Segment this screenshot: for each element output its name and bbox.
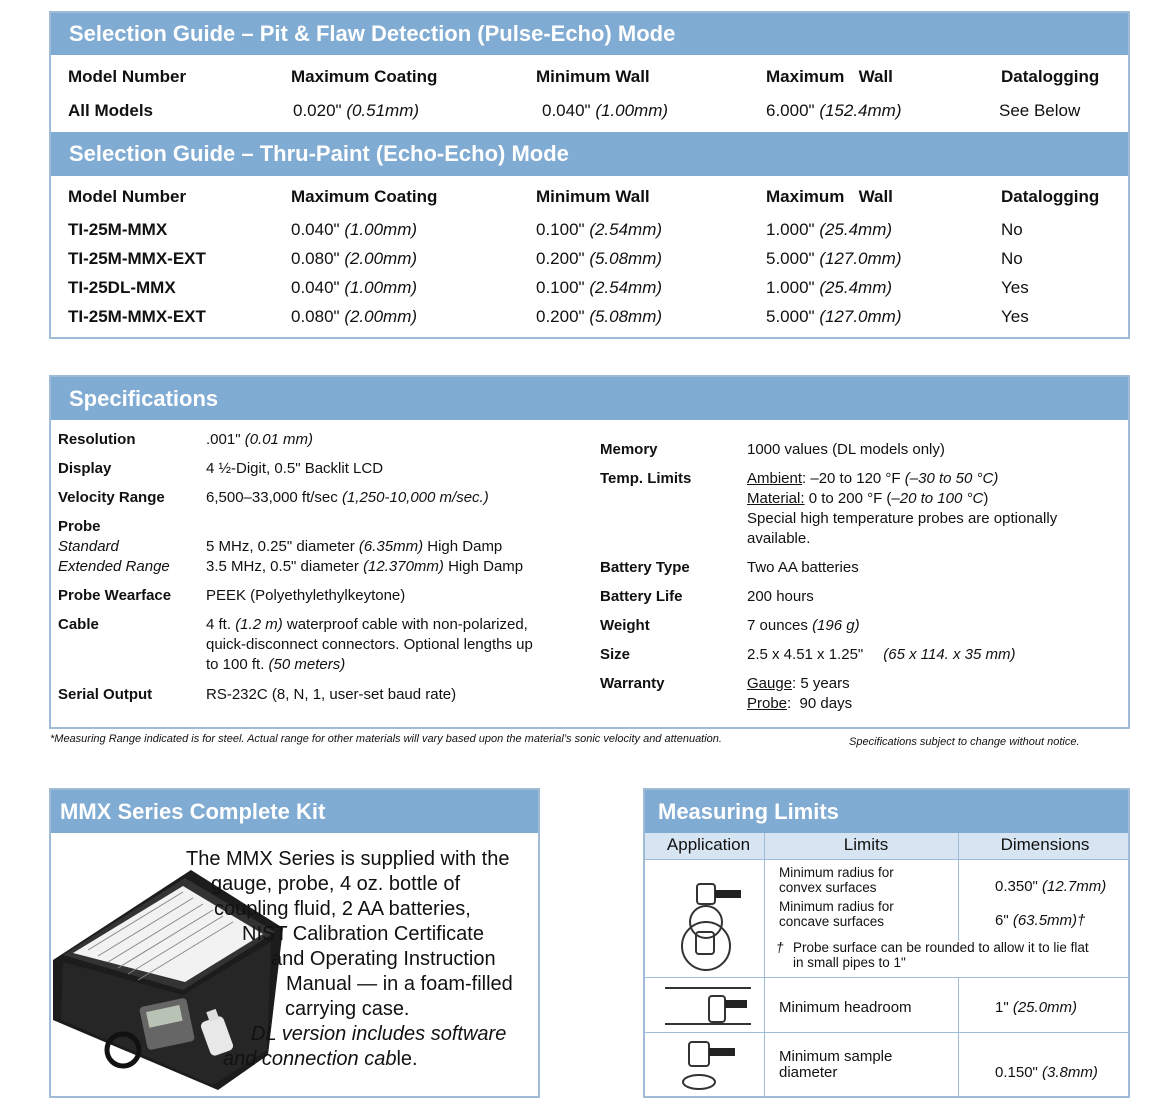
thru-row-model: TI-25M-MMX-EXT [68, 249, 206, 268]
limits-col-divider [958, 833, 959, 941]
thru-row-max-wall: 1.000" (25.4mm) [766, 278, 893, 297]
limits-row-divider [645, 859, 1128, 860]
pit-header-max-wall: Maximum Wall [766, 67, 893, 86]
specifications-title-band [51, 377, 1128, 420]
kit-title-band [51, 790, 538, 833]
pit-row-model: All Models [68, 101, 154, 120]
headroom-probe-icon [663, 982, 755, 1030]
specifications-panel [49, 375, 1130, 729]
spec-label-probe-extended: Extended Range [58, 558, 170, 575]
spec-value-resolution: .001" (0.01 mm) [206, 431, 314, 448]
thru-header-coating: Maximum Coating [291, 187, 438, 206]
limits-header-limits: Limits [843, 835, 889, 854]
thru-row-max-wall: 1.000" (25.4mm) [766, 220, 893, 239]
limits-convex-line2: convex surfaces [779, 880, 877, 895]
pit-header-coating: Maximum Coating [291, 67, 438, 86]
thru-header-min-wall: Minimum Wall [536, 187, 650, 206]
thru-row-model: TI-25M-MMX [68, 220, 168, 239]
limits-headroom-label: Minimum headroom [779, 999, 912, 1016]
thru-row-coating: 0.040" (1.00mm) [291, 278, 418, 297]
spec-value-velocity: 6,500–33,000 ft/sec (1,250-10,000 m/sec.) [206, 489, 489, 506]
kit-description-line7: carrying case. [285, 998, 410, 1020]
limits-note-line1: Probe surface can be rounded to allow it to lie flat [793, 940, 1089, 955]
spec-label-probe-standard: Standard [58, 538, 119, 555]
thru-row-max-wall: 5.000" (127.0mm) [766, 307, 902, 326]
kit-description-line1: The MMX Series is supplied with the [186, 848, 510, 870]
spec-value-probe-extended: 3.5 MHz, 0.5" diameter (12.370mm) High Damp [206, 558, 524, 575]
limits-header-dimensions: Dimensions [1000, 835, 1090, 854]
spec-label-memory: Memory [600, 441, 658, 458]
thru-row-coating: 0.080" (2.00mm) [291, 307, 418, 326]
kit-description-line6: Manual — in a foam-filled [286, 973, 513, 995]
spec-label-battery-type: Battery Type [600, 559, 690, 576]
spec-value-battery-type: Two AA batteries [747, 559, 859, 576]
kit-description-line4: NIST Calibration Certificate [242, 923, 484, 945]
pit-row-datalogging: See Below [999, 101, 1081, 120]
spec-value-warranty-probe: Probe: 90 days [747, 695, 853, 712]
thru-header-max-wall: Maximum Wall [766, 187, 893, 206]
spec-label-wearface: Probe Wearface [58, 587, 172, 604]
kit-panel [49, 788, 540, 1098]
pit-row-min-wall: 0.040" (1.00mm) [542, 101, 669, 120]
spec-value-probe-standard: 5 MHz, 0.25" diameter (6.35mm) High Damp [206, 538, 503, 555]
thru-paint-title-band [51, 132, 1128, 176]
thru-row-max-wall: 5.000" (127.0mm) [766, 249, 902, 268]
thru-row-min-wall: 0.200" (5.08mm) [536, 307, 663, 326]
limits-row-divider [645, 977, 1128, 978]
pit-row-max-wall: 6.000" (152.4mm) [766, 101, 902, 120]
convex-concave-probe-icon [663, 876, 755, 972]
limits-concave-line1: Minimum radius for [779, 899, 894, 914]
limits-sample-line2: diameter [779, 1064, 838, 1081]
limits-sample-line1: Minimum sample [779, 1048, 893, 1065]
spec-label-cable: Cable [58, 616, 99, 633]
limits-concave-line2: concave surfaces [779, 914, 885, 929]
thru-row-min-wall: 0.200" (5.08mm) [536, 249, 663, 268]
spec-value-material: Material: 0 to 200 °F (–20 to 100 °C) [747, 490, 989, 507]
limits-concave-value: 6" (63.5mm)† [995, 912, 1086, 929]
spec-value-cable-line1: 4 ft. (1.2 m) waterproof cable with non-polarized, [206, 616, 528, 633]
footnote-specs-change: Specifications subject to change without notice. [849, 736, 1080, 748]
thru-row-datalogging: No [1001, 249, 1023, 268]
spec-label-battery-life: Battery Life [600, 588, 683, 605]
specifications-title: Specifications [69, 385, 219, 411]
kit-description-line2: gauge, probe, 4 oz. bottle of [211, 873, 461, 895]
thru-row-datalogging: Yes [1001, 307, 1029, 326]
pit-header-model: Model Number [68, 67, 187, 86]
limits-note-line2: in small pipes to 1" [793, 955, 906, 970]
thru-paint-title: Selection Guide – Thru-Paint (Echo-Echo) Mode [69, 141, 569, 166]
kit-description-line3: coupling fluid, 2 AA batteries, [214, 898, 471, 920]
kit-dl-note-line1: DL version includes software [251, 1023, 507, 1045]
thru-row-min-wall: 0.100" (2.54mm) [536, 278, 663, 297]
limits-sample-value: 0.150" (3.8mm) [995, 1064, 1098, 1081]
kit-dl-note-line2: and connection cable. [223, 1048, 418, 1070]
limits-title-band [645, 790, 1128, 833]
pit-header-min-wall: Minimum Wall [536, 67, 650, 86]
thru-row-datalogging: No [1001, 220, 1023, 239]
limits-dagger-symbol: † [776, 940, 784, 955]
spec-value-warranty-gauge: Gauge: 5 years [747, 675, 850, 692]
pit-row-coating: 0.020" (0.51mm) [293, 101, 420, 120]
limits-col-divider [764, 833, 765, 1096]
footnote-measuring-range: *Measuring Range indicated is for steel. Actual range for other materials will vary based upon the material’s sonic velocity and attenuation. [50, 733, 722, 745]
spec-value-display: 4 ½-Digit, 0.5" Backlit LCD [206, 460, 384, 477]
spec-label-display: Display [58, 460, 112, 477]
limits-headroom-value: 1" (25.0mm) [995, 999, 1078, 1016]
spec-value-cable-line2: quick-disconnect connectors. Optional lengths up [206, 636, 533, 653]
limits-header-application: Application [666, 835, 751, 854]
spec-value-ambient: Ambient: –20 to 120 °F (–30 to 50 °C) [747, 470, 999, 487]
thru-row-coating: 0.080" (2.00mm) [291, 249, 418, 268]
pit-flaw-title-band [51, 13, 1128, 55]
spec-label-warranty: Warranty [600, 675, 665, 692]
spec-label-serial: Serial Output [58, 686, 153, 703]
spec-value-battery-life: 200 hours [747, 588, 814, 605]
pit-header-datalogging: Datalogging [1001, 67, 1100, 86]
spec-label-resolution: Resolution [58, 431, 136, 448]
spec-value-cable-line3: to 100 ft. (50 meters) [206, 656, 346, 673]
spec-label-temp: Temp. Limits [600, 470, 692, 487]
kit-title: MMX Series Complete Kit [60, 798, 326, 824]
spec-value-weight: 7 ounces (196 g) [747, 617, 860, 634]
pit-flaw-title: Selection Guide – Pit & Flaw Detection (Pulse-Echo) Mode [69, 21, 676, 46]
limits-row-divider [645, 1032, 1128, 1033]
thru-header-model: Model Number [68, 187, 187, 206]
thru-row-model: TI-25DL-MMX [68, 278, 176, 297]
limits-convex-value: 0.350" (12.7mm) [995, 878, 1107, 895]
spec-label-size: Size [600, 646, 631, 663]
spec-value-memory: 1000 values (DL models only) [747, 441, 945, 458]
spec-value-wearface: PEEK (Polyethylethylkeytone) [206, 587, 406, 604]
measuring-limits-panel [643, 788, 1130, 1098]
limits-convex-line1: Minimum radius for [779, 865, 894, 880]
spec-label-probe: Probe [58, 518, 101, 535]
spec-value-size: 2.5 x 4.51 x 1.25" (65 x 114. x 35 mm) [747, 646, 1016, 663]
selection-guide-panel [49, 11, 1130, 339]
kit-description-line5: and Operating Instruction [271, 948, 496, 970]
sample-diameter-probe-icon [663, 1038, 755, 1094]
thru-header-datalogging: Datalogging [1001, 187, 1100, 206]
limits-title: Measuring Limits [658, 798, 839, 824]
thru-row-min-wall: 0.100" (2.54mm) [536, 220, 663, 239]
spec-label-weight: Weight [600, 617, 650, 634]
thru-row-coating: 0.040" (1.00mm) [291, 220, 418, 239]
spec-value-special-line1: Special high temperature probes are optionally [747, 510, 1058, 527]
thru-row-datalogging: Yes [1001, 278, 1029, 297]
spec-value-special-line2: available. [747, 530, 811, 547]
spec-label-velocity: Velocity Range [58, 489, 165, 506]
thru-row-model: TI-25M-MMX-EXT [68, 307, 206, 326]
limits-col-divider [958, 977, 959, 1096]
spec-value-serial: RS-232C (8, N, 1, user-set baud rate) [206, 686, 457, 703]
